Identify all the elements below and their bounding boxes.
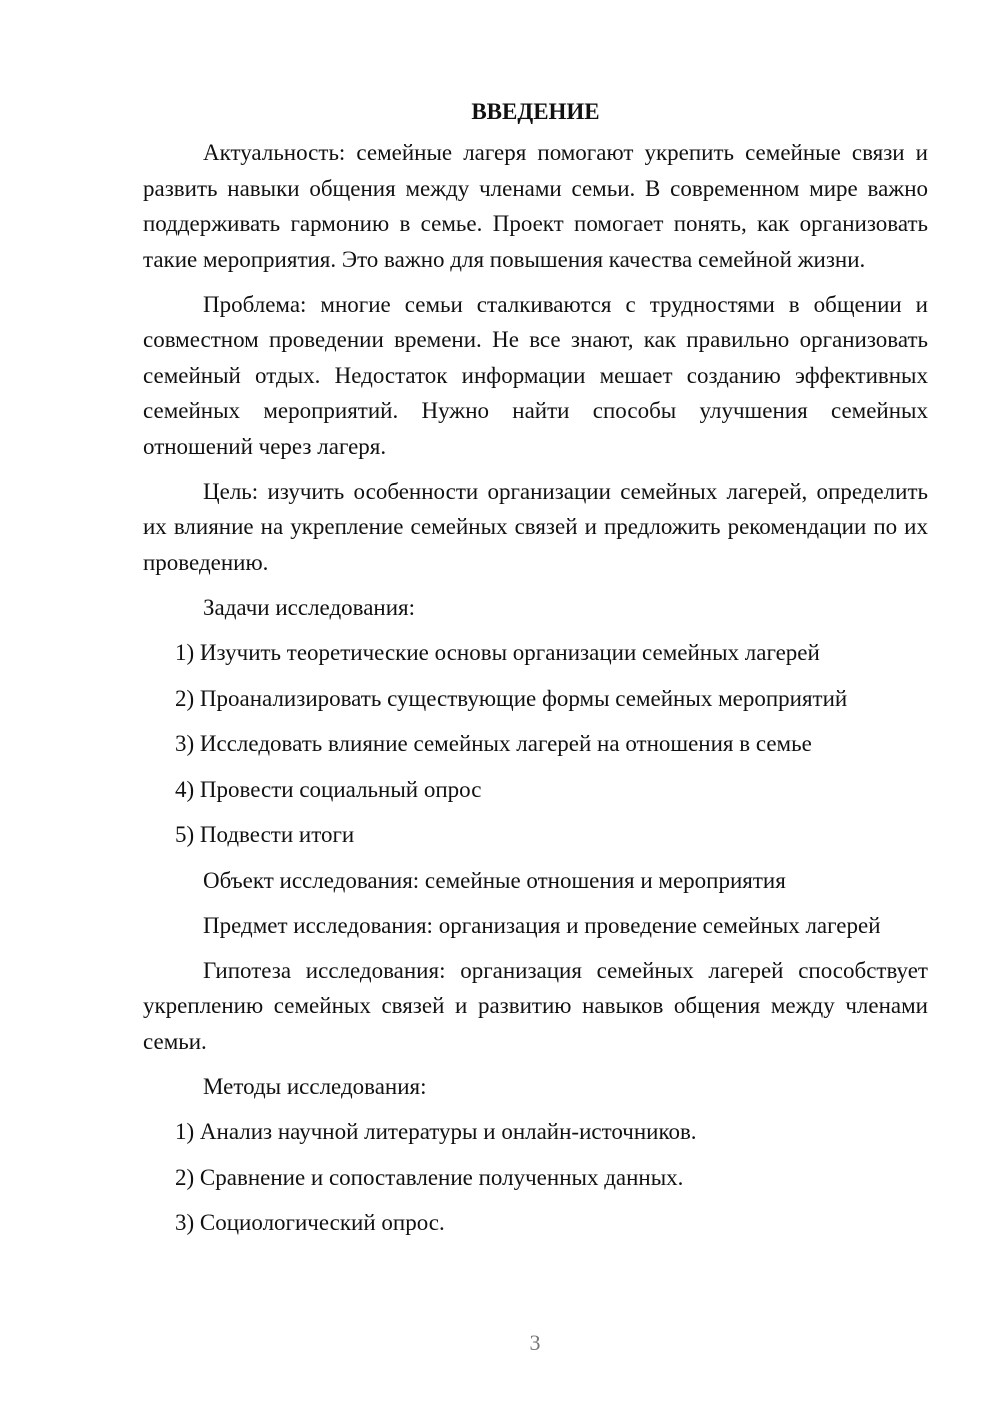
method-item-2: 2) Сравнение и сопоставление полученных данных. (175, 1164, 684, 1190)
task-item-4: 4) Провести социальный опрос (175, 776, 482, 802)
problem-paragraph: Проблема: многие семьи сталкиваются с трудностями в общении и совместном проведении времени. Не все знают, как правильно организовать семейный отдых. Недостаток информации мешает созданию эффективных семейных мероприятий. Нужно найти способы улучшения семейных отношений через лагеря. (143, 291, 928, 459)
relevance-paragraph: Актуальность: семейные лагеря помогают укрепить семейные связи и развить навыки общения между членами семьи. В современном мире важно поддерживать гармонию в семье. Проект помогает понять, как организовать такие мероприятия. Это важно для повышения качества семейной жизни. (143, 140, 928, 272)
page-number: 3 (529, 1330, 541, 1355)
methods-list (143, 1114, 928, 1241)
section-title: ВВЕДЕНИЕ (471, 99, 600, 124)
task-item-2: 2) Проанализировать существующие формы семейных мероприятий (175, 685, 848, 711)
tasks-heading: Задачи исследования: (203, 594, 416, 620)
hypothesis-paragraph: Гипотеза исследования: организация семейных лагерей способствует укреплению семейных связей и развитию навыков общения между членами семьи. (143, 957, 928, 1054)
method-item-1: 1) Анализ научной литературы и онлайн-источников. (175, 1119, 697, 1144)
task-item-1: 1) Изучить теоретические основы организации семейных лагерей (175, 640, 820, 665)
tasks-list (143, 635, 928, 853)
subject-paragraph: Предмет исследования: организация и проведение семейных лагерей (203, 912, 881, 938)
method-item-3: 3) Социологический опрос. (175, 1210, 445, 1235)
methods-heading: Методы исследования: (203, 1073, 427, 1099)
goal-paragraph: Цель: изучить особенности организации семейных лагерей, определить их влияние на укрепление семейных связей и предложить рекомендации по их проведению. (143, 478, 928, 575)
task-item-5: 5) Подвести итоги (175, 822, 355, 847)
task-item-3: 3) Исследовать влияние семейных лагерей на отношения в семье (175, 731, 812, 756)
document-page (143, 94, 928, 1251)
object-paragraph: Объект исследования: семейные отношения и мероприятия (203, 867, 786, 893)
